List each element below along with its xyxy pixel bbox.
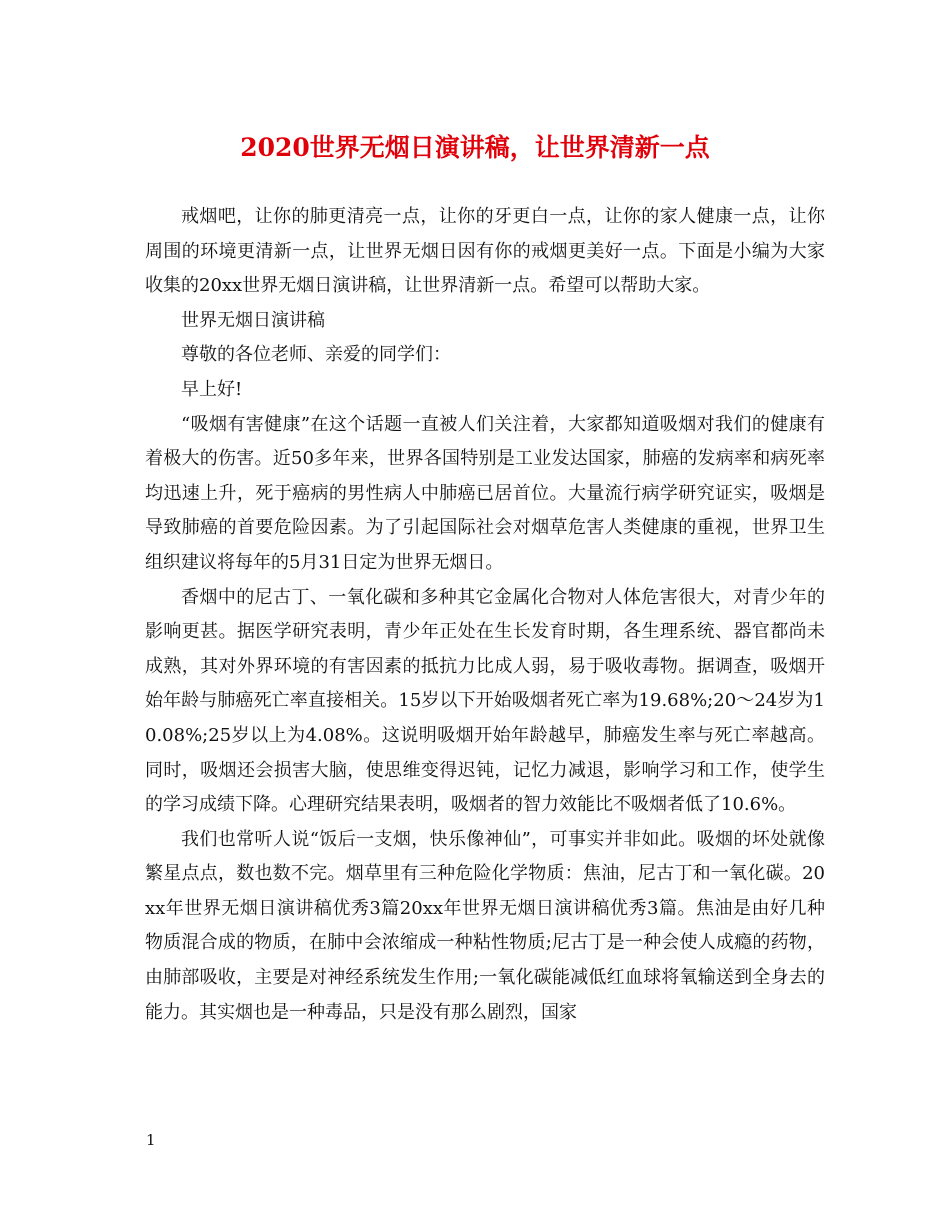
paragraph-health-harm: “吸烟有害健康”在这个话题一直被人们关注着，大家都知道吸烟对我们的健康有着极大的伤害。近50多年来，世界各国特别是工业发达国家，肺癌的发病率和病死率均迅速上升，死于癌病的男性病人中肺癌已居首位。大量流行病学研究证实，吸烟是导致肺癌的首要危险因素。为了引起国际社会对烟草危害人类健康的重视，世界卫生组织建议将每年的5月31日定为世界无烟日。	[145, 413, 825, 573]
paragraph-subtitle: 世界无烟日演讲稿	[181, 309, 325, 331]
page-number: 1	[146, 1131, 156, 1149]
paragraph-youth-impact: 香烟中的尼古丁、一氧化碳和多种其它金属化合物对人体危害很大，对青少年的影响更甚。据医学研究表明，青少年正处在生长发育时期，各生理系统、器官都尚未成熟，其对外界环境的有害因素的抵抗力比成人弱，易于吸收毒物。据调查，吸烟开始年龄与肺癌死亡率直接相关。15岁以下开始吸烟者死亡率为19.68%;20～24岁为10.08%;25岁以上为4.08%。这说明吸烟开始年龄越早，肺癌发生率与死亡率越高。同时，吸烟还会损害大脑，使思维变得迟钝，记忆力减退，影响学习和工作，使学生的学习成绩下降。心理研究结果表明，吸烟者的智力效能比不吸烟者低了10.6%。	[145, 586, 825, 816]
document-title: 2020世界无烟日演讲稿，让世界清新一点	[240, 133, 710, 162]
paragraph-intro: 戒烟吧，让你的肺更清亮一点，让你的牙更白一点，让你的家人健康一点，让你周围的环境更清新一点，让世界无烟日因有你的戒烟更美好一点。下面是小编为大家收集的20xx世界无烟日演讲稿，让世界清新一点。希望可以帮助大家。	[145, 206, 825, 297]
paragraph-salutation: 尊敬的各位老师、亲爱的同学们：	[181, 344, 451, 366]
document-body	[145, 200, 825, 1030]
paragraph-greeting: 早上好!	[181, 378, 243, 400]
paragraph-chemicals: 我们也常听人说“饭后一支烟，快乐像神仙”，可事实并非如此。吸烟的坏处就像繁星点点，数也数不完。烟草里有三种危险化学物质：焦油，尼古丁和一氧化碳。20xx年世界无烟日演讲稿优秀3篇20xx年世界无烟日演讲稿优秀3篇。焦油是由好几种物质混合成的物质，在肺中会浓缩成一种粘性物质;尼古丁是一种会使人成瘾的药物，由肺部吸收，主要是对神经系统发生作用;一氧化碳能减低红血球将氧输送到全身去的能力。其实烟也是一种毒品，只是没有那么剧烈，国家	[145, 828, 825, 1023]
